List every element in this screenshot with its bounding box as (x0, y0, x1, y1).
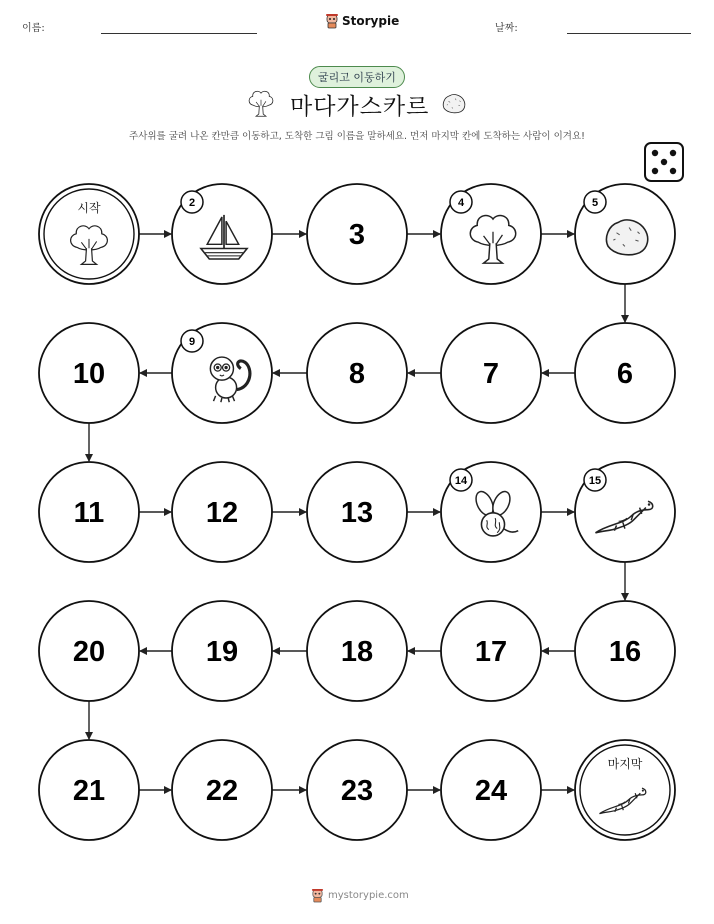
board-cell (172, 601, 272, 701)
cell-number: 23 (340, 775, 374, 807)
board-cell (307, 740, 407, 840)
title-tree-icon (249, 91, 273, 116)
finish-label: 마지막 (607, 757, 643, 771)
board-cell (172, 184, 272, 284)
page-title: 마다가스카르 (290, 94, 430, 120)
cell-number-badge: 9 (188, 336, 196, 348)
storypie-mascot-icon (311, 888, 324, 903)
date-label: 날짜: (495, 23, 518, 34)
board-cell (307, 462, 407, 562)
board-cell (39, 462, 139, 562)
board-cells (39, 184, 675, 840)
brand-name: Storypie (342, 14, 400, 28)
start-cell (39, 184, 139, 284)
board-cell (441, 601, 541, 701)
cell-number-badge: 14 (454, 475, 468, 487)
cell-number: 13 (340, 497, 374, 529)
cell-number: 21 (72, 775, 106, 807)
board-cell (172, 740, 272, 840)
board-cell (441, 462, 541, 562)
cell-number-badge: 2 (188, 197, 196, 209)
board-cell (575, 462, 675, 562)
board-cell (441, 323, 541, 423)
dice-icon (645, 143, 683, 181)
board-cell (307, 184, 407, 284)
footer-url: mystorypie.com (328, 890, 409, 901)
board-cell (39, 601, 139, 701)
cell-number: 17 (474, 636, 508, 668)
finish-cell (575, 740, 675, 840)
cell-number: 24 (474, 775, 508, 807)
board-cell (172, 462, 272, 562)
cell-number: 20 (72, 636, 106, 668)
cell-number: 19 (205, 636, 239, 668)
board-cell (441, 184, 541, 284)
cell-number-badge: 4 (457, 197, 465, 209)
board-cell (441, 740, 541, 840)
board-cell (172, 323, 272, 423)
start-label: 시작 (77, 201, 101, 215)
cell-number: 6 (616, 358, 634, 390)
cell-number: 8 (348, 358, 366, 390)
cell-number: 3 (348, 219, 366, 251)
board-cell (575, 323, 675, 423)
cell-number: 10 (72, 358, 106, 390)
instructions: 주사위를 굴려 나온 칸만큼 이동하고, 도착한 그림 이름을 말하세요. 먼저 마지막 칸에 도착하는 사람이 이겨요! (129, 131, 585, 142)
cell-number: 16 (608, 636, 642, 668)
cell-number-badge: 5 (591, 197, 599, 209)
cell-number-badge: 15 (588, 475, 602, 487)
board-cell (575, 184, 675, 284)
board-cell (307, 601, 407, 701)
title-rock-icon (443, 95, 465, 113)
board-cell (307, 323, 407, 423)
rock-icon (606, 220, 647, 255)
cell-number: 11 (73, 497, 105, 529)
cell-number: 7 (482, 358, 500, 390)
footer (311, 888, 409, 903)
game-type-badge: 굴리고 이동하기 (309, 66, 405, 88)
cell-number: 22 (205, 775, 239, 807)
board-cell (575, 601, 675, 701)
name-label: 이름: (22, 23, 45, 34)
cell-number: 12 (205, 497, 239, 529)
cell-number: 18 (340, 636, 374, 668)
board-cell (39, 323, 139, 423)
board-cell (39, 740, 139, 840)
